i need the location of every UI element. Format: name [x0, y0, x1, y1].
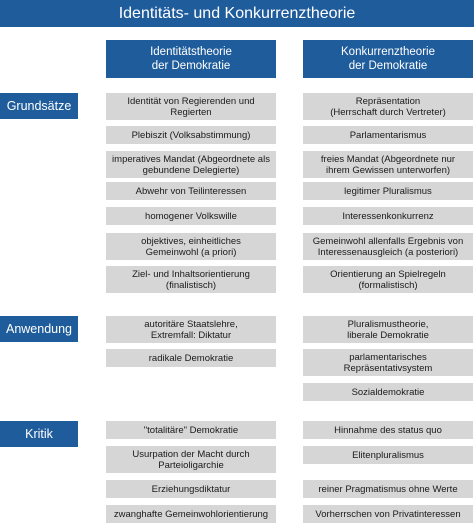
item-line: Abwehr von Teilinteressen — [135, 185, 247, 197]
competition-item — [303, 266, 473, 293]
item-line: Extremfall: Diktatur — [150, 329, 232, 341]
competition-item — [303, 182, 473, 200]
item-line: zwanghafte Gemeinwohlorientierung — [113, 508, 269, 520]
competition-item — [303, 233, 473, 260]
item-line: Usurpation der Macht durch — [132, 448, 250, 460]
competition-item — [303, 480, 473, 498]
item-line: Repräsentativsystem — [343, 362, 433, 374]
item-line: Interessenausgleich (a posteriori) — [317, 246, 459, 258]
competition-item — [303, 383, 473, 401]
identity-item — [106, 182, 276, 200]
item-line: Identität von Regierenden und — [127, 95, 255, 107]
item-line: legitimer Pluralismus — [344, 185, 432, 197]
column-header-line: der Demokratie — [348, 60, 428, 72]
category-anwendung: Anwendung — [0, 316, 78, 342]
item-line: autoritäre Staatslehre, — [144, 318, 238, 330]
item-line: ihrem Gewissen unterworfen) — [325, 164, 451, 176]
item-line: Orientierung an Spielregeln — [330, 268, 446, 280]
item-line: reiner Pragmatismus ohne Werte — [318, 483, 458, 495]
identity-item — [106, 126, 276, 144]
item-line: Pluralismustheorie, — [347, 318, 429, 330]
item-line: liberale Demokratie — [347, 329, 429, 341]
column-header-line: Identitätstheorie — [150, 46, 232, 58]
item-line: radikale Demokratie — [148, 352, 234, 364]
column-header-line: der Demokratie — [151, 60, 231, 72]
competition-item — [303, 349, 473, 376]
item-line: objektives, einheitliches — [141, 235, 241, 247]
identity-item — [106, 151, 276, 178]
item-line: Vorherrschen von Privatinteressen — [315, 508, 461, 520]
competition-item — [303, 151, 473, 178]
item-line: parlamentarisches — [349, 351, 427, 363]
competition-item — [303, 421, 473, 439]
identity-item — [106, 207, 276, 225]
identity-item — [106, 480, 276, 498]
item-line: "totalitäre" Demokratie — [143, 424, 239, 436]
identity-item — [106, 505, 276, 523]
item-line: (Herrschaft durch Vertreter) — [330, 106, 446, 118]
competition-item — [303, 446, 473, 464]
column-header-konkurrenztheorie — [303, 40, 473, 78]
competition-item — [303, 93, 473, 120]
competition-item — [303, 126, 473, 144]
item-line: Sozialdemokratie — [351, 386, 425, 398]
identity-item — [106, 349, 276, 367]
item-line: (formalistisch) — [358, 279, 418, 291]
competition-item — [303, 207, 473, 225]
item-line: (finalistisch) — [165, 279, 217, 291]
category-kritik: Kritik — [0, 421, 78, 447]
item-line: homogener Volkswille — [145, 210, 237, 222]
identity-item — [106, 93, 276, 120]
identity-item — [106, 266, 276, 293]
column-header-identitaetstheorie — [106, 40, 276, 78]
identity-item — [106, 233, 276, 260]
page-title: Identitäts- und Konkurrenztheorie — [0, 0, 474, 27]
item-line: Erziehungsdiktatur — [151, 483, 231, 495]
item-line: Interessenkonkurrenz — [342, 210, 434, 222]
item-line: gebundene Delegierte) — [142, 164, 240, 176]
column-header-line: Konkurrenztheorie — [341, 46, 435, 58]
item-line: Repräsentation — [355, 95, 421, 107]
item-line: freies Mandat (Abgeordnete nur — [320, 153, 456, 165]
item-line: Regierten — [170, 106, 212, 118]
item-line: imperatives Mandat (Abgeordnete als — [112, 153, 270, 165]
item-line: Parlamentarismus — [349, 129, 427, 141]
identity-item — [106, 421, 276, 439]
item-line: Hinnahme des status quo — [334, 424, 442, 436]
competition-item — [303, 505, 473, 523]
item-line: Gemeinwohl allenfalls Ergebnis von — [312, 235, 464, 247]
item-line: Gemeinwohl (a priori) — [145, 246, 237, 258]
item-line: Elitenpluralismus — [352, 449, 424, 461]
identity-item — [106, 316, 276, 343]
category-grundsaetze: Grundsätze — [0, 93, 78, 119]
identity-item — [106, 446, 276, 473]
item-line: Plebiszit (Volksabstimmung) — [131, 129, 251, 141]
item-line: Parteioligarchie — [158, 459, 224, 471]
item-line: Ziel- und Inhaltsorientierung — [132, 268, 250, 280]
competition-item — [303, 316, 473, 343]
